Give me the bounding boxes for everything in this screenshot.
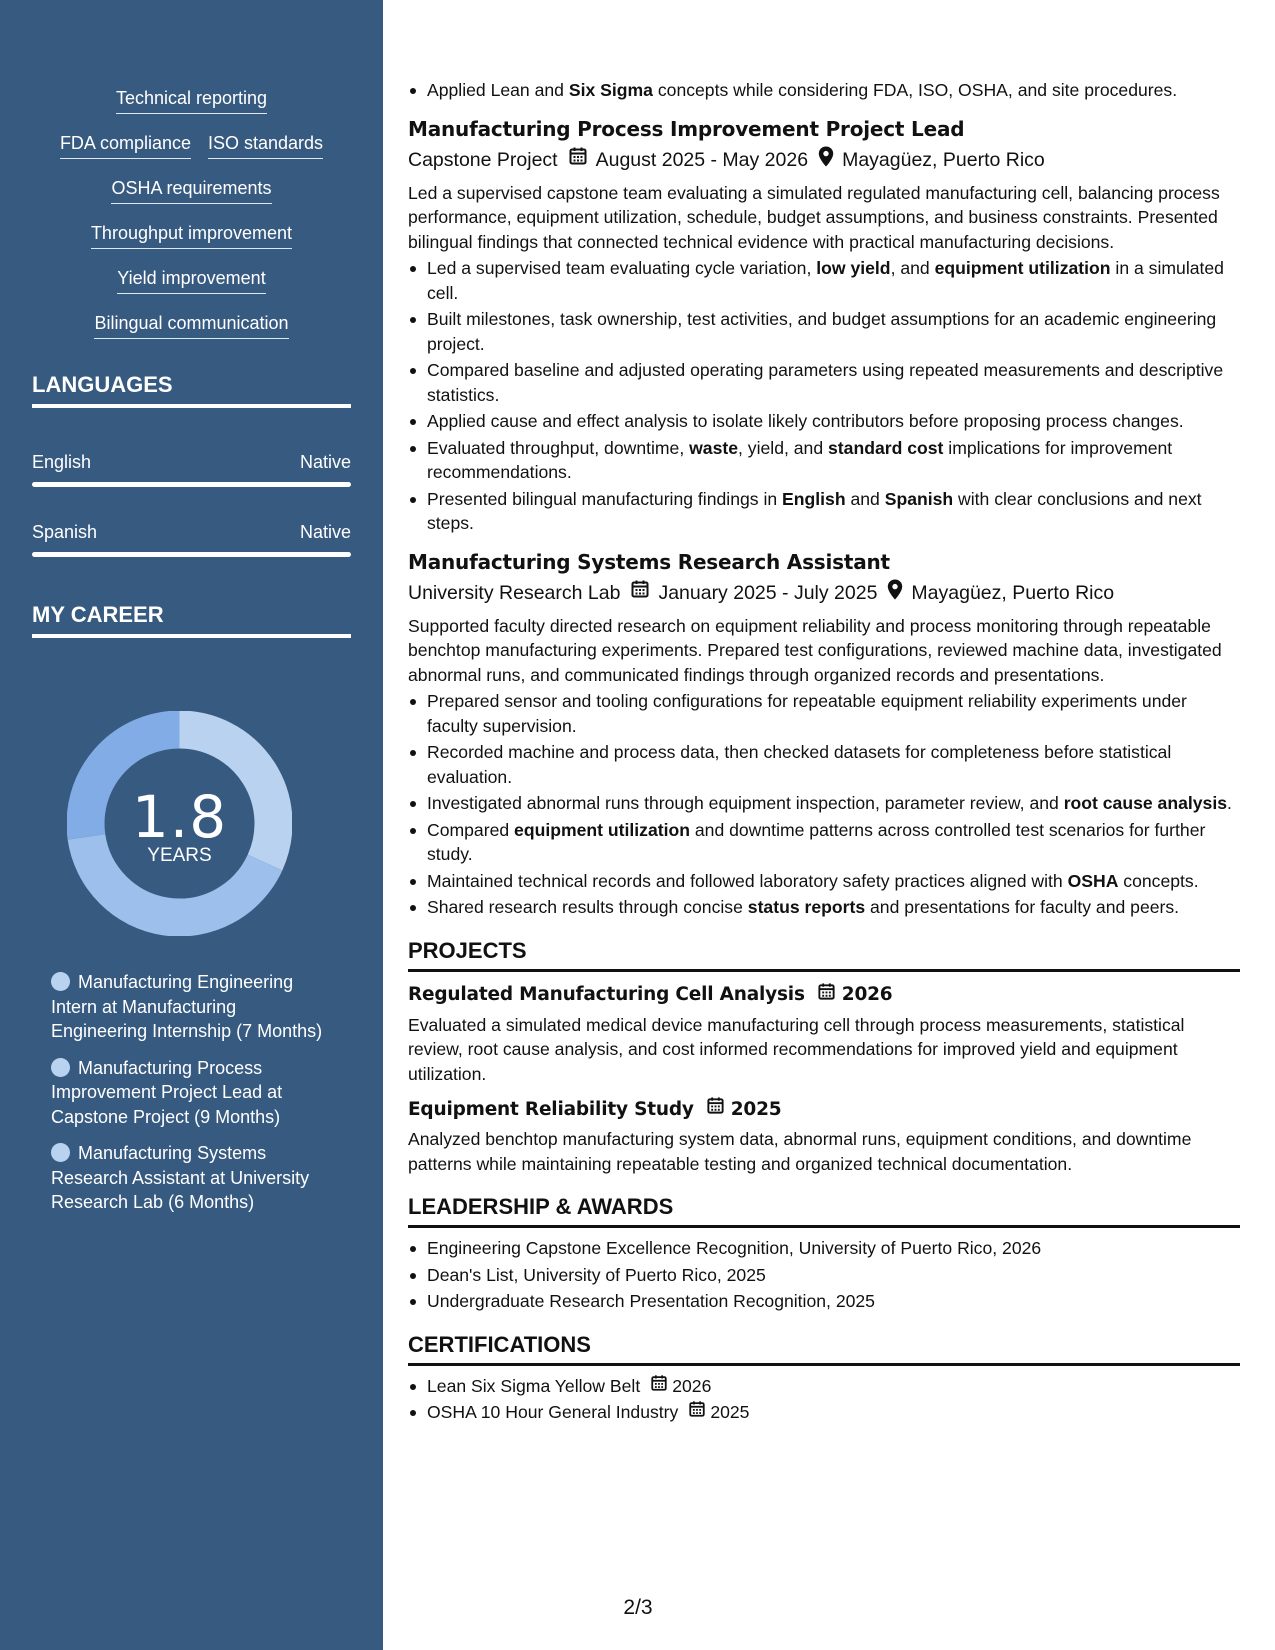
skill-tag: Yield improvement bbox=[117, 266, 265, 294]
text-span: Built milestones, task ownership, test activities, and budget assumptions for an academic engineering project. bbox=[427, 309, 1217, 354]
skill-row bbox=[0, 311, 383, 356]
location-pin-icon bbox=[818, 146, 834, 175]
bold-text: standard cost bbox=[828, 437, 944, 458]
language-row bbox=[32, 522, 351, 543]
project-description: Analyzed benchtop manufacturing system data, abnormal runs, equipment conditions, and downtime patterns while maintaining repeatable testing and organized technical documentation. bbox=[408, 1129, 1192, 1174]
text-span: , and bbox=[890, 258, 935, 278]
list-item: Dean's List, University of Puerto Rico, 2025 bbox=[408, 1263, 1240, 1288]
text-span: Applied cause and effect analysis to isolate likely contributors before proposing process changes. bbox=[427, 411, 1184, 431]
text-span: Led a supervised team evaluating cycle variation, bbox=[427, 258, 817, 278]
list-item bbox=[408, 869, 1240, 894]
projects-list bbox=[408, 982, 1240, 1177]
job-title: Manufacturing Systems Research Assistant bbox=[408, 549, 890, 574]
career-donut-chart bbox=[67, 711, 292, 936]
languages-heading: LANGUAGES bbox=[32, 372, 351, 408]
sidebar bbox=[0, 0, 383, 1650]
skill-tag: FDA compliance bbox=[60, 131, 191, 159]
list-item bbox=[408, 689, 1240, 738]
language-name: English bbox=[32, 452, 92, 472]
skill-tag: OSHA requirements bbox=[111, 176, 271, 204]
language-level: Native bbox=[299, 522, 351, 542]
bold-text: Spanish bbox=[884, 488, 954, 509]
bold-text: waste bbox=[689, 437, 739, 458]
career-item bbox=[51, 1056, 331, 1130]
projects-heading: PROJECTS bbox=[408, 938, 1240, 972]
skill-tag: Bilingual communication bbox=[94, 311, 288, 339]
job-meta bbox=[408, 579, 1240, 608]
job-meta bbox=[408, 146, 1240, 175]
bold-text: status reports bbox=[747, 897, 866, 917]
list-item bbox=[408, 895, 1240, 920]
text-span: and bbox=[845, 488, 885, 509]
bold-text: English bbox=[782, 488, 846, 509]
list-item bbox=[408, 409, 1240, 434]
bullet-dot-icon bbox=[51, 1058, 70, 1077]
text-span: . bbox=[1227, 793, 1232, 813]
skill-row bbox=[0, 131, 383, 176]
list-item: Undergraduate Research Presentation Recognition, 2025 bbox=[408, 1289, 1240, 1314]
project-title-row bbox=[408, 1096, 1240, 1123]
certification-date bbox=[688, 1400, 749, 1425]
bold-text: root cause analysis bbox=[1063, 793, 1227, 813]
bullet-dot-icon bbox=[51, 972, 70, 991]
text-span: Prepared sensor and tooling configurations for repeatable equipment reliability experiments under faculty supervision. bbox=[427, 691, 1187, 736]
skill-row bbox=[0, 266, 383, 311]
project-description: Evaluated a simulated medical device manufacturing cell through process measurements, statistical review, root cause analysis, and cost informed recommendations for improved yield and equipment utilization. bbox=[408, 1014, 1185, 1084]
project-year: 2026 bbox=[841, 984, 893, 1005]
certification-name: Lean Six Sigma Yellow Belt bbox=[427, 1375, 641, 1396]
bold-text: Six Sigma bbox=[568, 80, 653, 100]
certification-name: OSHA 10 Hour General Industry bbox=[427, 1402, 679, 1422]
skills-list bbox=[0, 86, 383, 356]
awards-list bbox=[408, 1236, 1240, 1314]
project-title: Equipment Reliability Study bbox=[408, 1098, 694, 1120]
leadership-heading: LEADERSHIP & AWARDS bbox=[408, 1194, 1240, 1228]
list-item: Engineering Capstone Excellence Recognition, University of Puerto Rico, 2026 bbox=[408, 1236, 1240, 1261]
list-item bbox=[408, 358, 1240, 407]
text-span: Maintained technical records and followed laboratory safety practices aligned with bbox=[427, 870, 1068, 891]
list-item bbox=[408, 487, 1240, 536]
bullet-dot-icon bbox=[51, 1143, 70, 1162]
skill-row bbox=[0, 176, 383, 221]
job-dates: August 2025 - May 2026 bbox=[595, 149, 809, 171]
job-location: Mayagüez, Puerto Rico bbox=[911, 582, 1115, 604]
certification-date bbox=[650, 1374, 711, 1399]
skill-row bbox=[0, 221, 383, 266]
page-number: 2/3 bbox=[623, 1596, 653, 1619]
language-level-bar bbox=[32, 482, 351, 487]
list-item bbox=[408, 740, 1240, 789]
location-pin-icon bbox=[887, 579, 903, 608]
career-item bbox=[51, 970, 331, 1044]
experience-list bbox=[408, 115, 1240, 920]
calendar-icon bbox=[630, 579, 650, 607]
list-item bbox=[408, 307, 1240, 356]
bold-text: low yield bbox=[816, 258, 891, 278]
text-span: Investigated abnormal runs through equipment inspection, parameter review, and bbox=[427, 793, 1064, 813]
text-span: Presented bilingual manufacturing findings in bbox=[427, 488, 783, 509]
career-item-text: Manufacturing Process Improvement Project Lead at Capstone Project (9 Months) bbox=[51, 1057, 283, 1127]
certification-year: 2025 bbox=[710, 1402, 750, 1422]
text-span: Evaluated throughput, downtime, bbox=[427, 437, 690, 458]
skill-tag: ISO standards bbox=[208, 131, 323, 159]
text-span: Shared research results through concise bbox=[427, 897, 748, 917]
job-title: Manufacturing Process Improvement Project Lead bbox=[408, 116, 965, 141]
job-bullet-list bbox=[408, 689, 1240, 920]
text-span: with clear conclusions and next steps. bbox=[427, 488, 1202, 533]
job-summary: Led a supervised capstone team evaluating a simulated regulated manufacturing cell, balancing process performance, equipment utilization, schedule, budget assumptions, and business constraints. Presented bilingual findings that connected technical evidence with practical manufacturing decisions. bbox=[408, 182, 1220, 252]
language-level: Native bbox=[299, 452, 351, 472]
text-span: , yield, and bbox=[738, 437, 829, 458]
job-summary: Supported faculty directed research on equipment reliability and process monitoring through repeatable benchtop manufacturing experiments. Prepared test configurations, reviewed machine data, investigated abnormal runs, and communicated findings through organized records and presentations. bbox=[408, 615, 1222, 685]
text-span: implications for improvement recommendations. bbox=[427, 437, 1173, 482]
list-item bbox=[408, 791, 1240, 816]
certifications-heading: CERTIFICATIONS bbox=[408, 1332, 1240, 1366]
text-span: concepts while considering FDA, ISO, OSHA, and site procedures. bbox=[652, 80, 1178, 100]
list-item bbox=[408, 436, 1240, 485]
bold-text: equipment utilization bbox=[514, 819, 690, 840]
job-organization: Capstone Project bbox=[408, 149, 558, 171]
list-item bbox=[408, 1374, 1240, 1399]
language-level-bar bbox=[32, 552, 351, 557]
calendar-icon bbox=[817, 982, 836, 1009]
main-content bbox=[408, 78, 1240, 1427]
bold-text: equipment utilization bbox=[934, 258, 1111, 278]
calendar-icon bbox=[568, 146, 588, 174]
job-bullet-list bbox=[408, 256, 1240, 536]
text-span: in a simulated cell. bbox=[427, 258, 1224, 303]
list-item bbox=[408, 256, 1240, 305]
list-item bbox=[408, 78, 1240, 103]
career-total-value: 1.8 bbox=[131, 783, 228, 851]
career-item-text: Manufacturing Engineering Intern at Manufacturing Engineering Internship (7 Months) bbox=[51, 972, 323, 1041]
list-item bbox=[408, 1400, 1240, 1425]
certifications-list bbox=[408, 1374, 1240, 1425]
top-bullet-list bbox=[408, 78, 1240, 103]
career-item bbox=[51, 1141, 331, 1215]
text-span: and downtime patterns across controlled test scenarios for further study. bbox=[427, 819, 1206, 864]
calendar-icon bbox=[688, 1400, 706, 1425]
language-row bbox=[32, 452, 351, 473]
experience-entry bbox=[408, 115, 1240, 536]
text-span: Applied Lean and bbox=[427, 80, 569, 100]
job-location: Mayagüez, Puerto Rico bbox=[842, 149, 1045, 171]
project-title-row bbox=[408, 982, 1240, 1009]
job-dates: January 2025 - July 2025 bbox=[658, 582, 878, 604]
career-item-text: Manufacturing Systems Research Assistant at University Research Lab (6 Months) bbox=[51, 1143, 310, 1212]
career-list bbox=[51, 970, 331, 1227]
skill-tag: Throughput improvement bbox=[91, 221, 292, 249]
skill-tag: Technical reporting bbox=[116, 86, 267, 114]
calendar-icon bbox=[706, 1096, 725, 1123]
experience-entry bbox=[408, 548, 1240, 920]
text-span: Compared bbox=[427, 819, 515, 840]
project-title: Regulated Manufacturing Cell Analysis bbox=[408, 984, 805, 1005]
career-total-unit: YEARS bbox=[147, 845, 212, 866]
text-span: Compared baseline and adjusted operating parameters using repeated measurements and descriptive statistics. bbox=[427, 360, 1224, 405]
text-span: Recorded machine and process data, then checked datasets for completeness before statistical evaluation. bbox=[427, 742, 1172, 787]
language-name: Spanish bbox=[32, 522, 98, 542]
text-span: and presentations for faculty and peers. bbox=[865, 897, 1180, 917]
job-organization: University Research Lab bbox=[408, 582, 621, 604]
calendar-icon bbox=[650, 1374, 668, 1399]
bold-text: OSHA bbox=[1067, 870, 1119, 891]
project-year: 2025 bbox=[730, 1098, 782, 1120]
list-item bbox=[408, 818, 1240, 867]
career-heading: MY CAREER bbox=[32, 602, 351, 638]
certification-year: 2026 bbox=[672, 1375, 712, 1396]
skill-row bbox=[0, 86, 383, 131]
text-span: concepts. bbox=[1118, 870, 1199, 891]
